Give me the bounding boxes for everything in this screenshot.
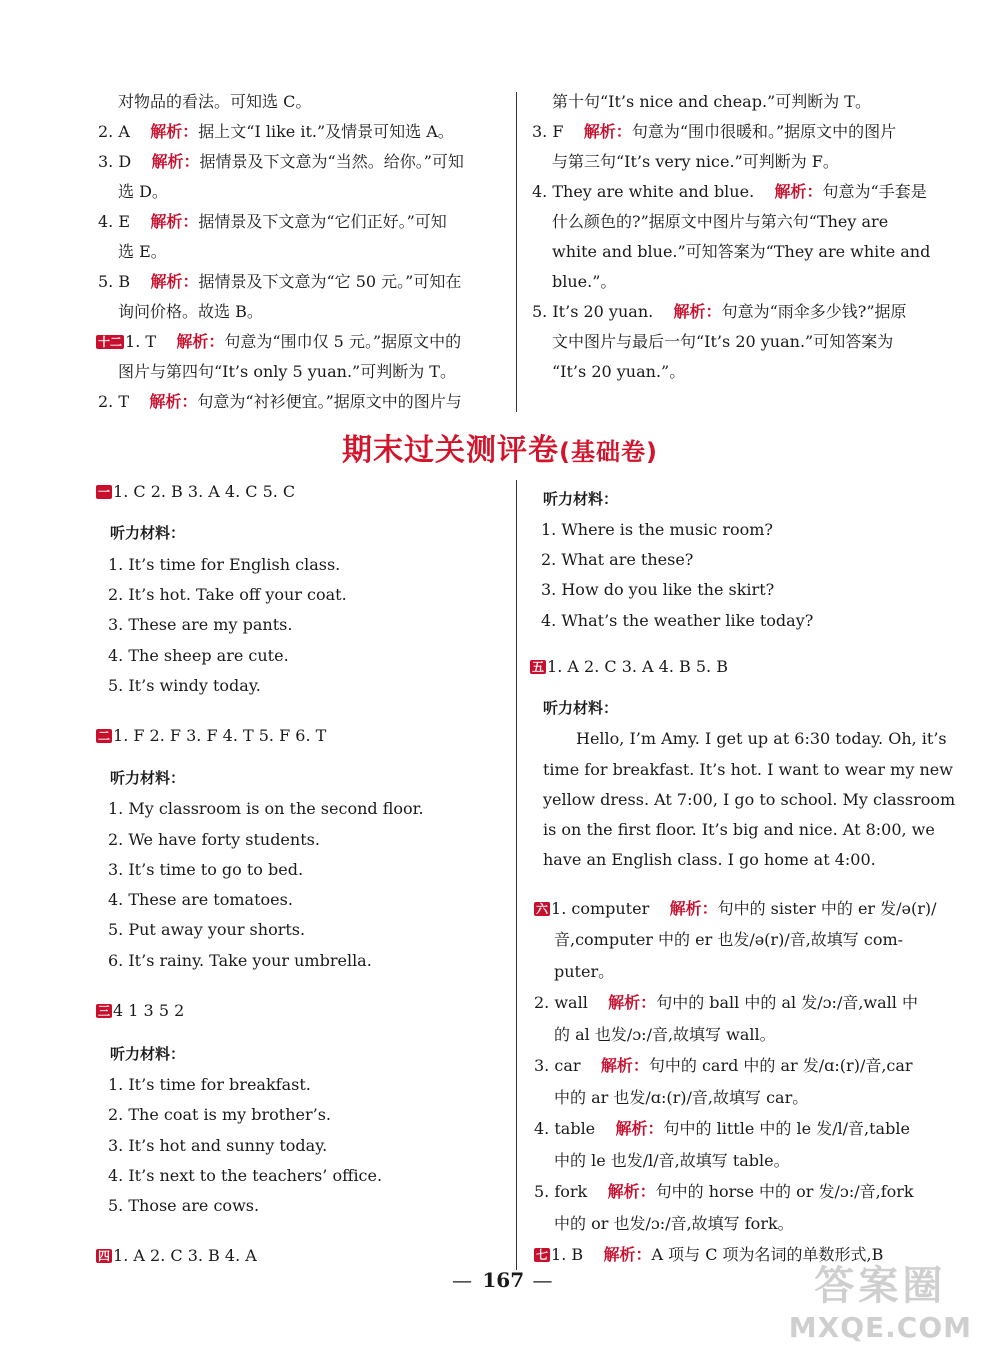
listening-item: 4. The sheep are cute. <box>108 646 289 665</box>
answer-list: 1. A 2. C 3. B 4. A <box>113 1246 257 1265</box>
analysis-text: 据情景及下文意为“当然。给你。”可知 <box>199 152 464 171</box>
analysis-label: 解析： <box>150 122 199 141</box>
listening-heading: 听力材料： <box>543 490 619 508</box>
answer-number: 3. D <box>98 152 132 171</box>
analysis-text: 句中的 ball 中的 al 发/ɔ:/音,wall 中 <box>656 993 918 1012</box>
answer-list: 1. C 2. B 3. A 4. C 5. C <box>113 482 296 501</box>
answer-number: 4. E <box>98 212 131 231</box>
answer-number: 2. wall <box>534 993 588 1012</box>
text-line: 文中图片与最后一句“It’s 20 yuan.”可知答案为 <box>552 332 894 351</box>
text-line: 中的 ar 也发/ɑ:(r)/音,故填写 car。 <box>554 1088 809 1107</box>
listening-item: 3. How do you like the skirt? <box>541 580 775 599</box>
answer-number: 3. F <box>532 122 564 141</box>
analysis-label: 解析： <box>600 1056 649 1075</box>
listening-heading: 听力材料： <box>110 524 186 542</box>
analysis-text: 句意为“围巾很暖和。”据原文中的图片 <box>631 122 897 141</box>
analysis-text: A 项与 C 项为名词的单数形式,B <box>651 1245 884 1264</box>
answer-item <box>534 1056 913 1075</box>
listening-item: 1. It’s time for English class. <box>108 555 341 574</box>
section-badge: 七 <box>536 1248 549 1262</box>
text-line: 图片与第四句“It’s only 5 yuan.”可判断为 T。 <box>118 362 456 381</box>
listening-item: 4. What’s the weather like today? <box>541 611 814 630</box>
answer-list: 1. F 2. F 3. F 4. T 5. F 6. T <box>113 726 327 745</box>
analysis-text: 句意为“手套是 <box>822 182 927 201</box>
analysis-text: 据情景及下文意为“它们正好。”可知 <box>198 212 447 231</box>
text-line: 音,computer 中的 er 也发/ə(r)/音,故填写 com- <box>554 930 904 949</box>
analysis-label: 解析： <box>774 182 823 201</box>
answer-number: 4. table <box>534 1119 596 1138</box>
passage-line: yellow dress. At 7:00, I go to school. My classroom <box>543 790 956 809</box>
listening-item: 2. We have forty students. <box>108 830 320 849</box>
analysis-text: 据情景及下文意为“它 50 元。”可知在 <box>198 272 462 291</box>
text-line: 中的 or 也发/ɔ:/音,故填写 fork。 <box>554 1214 794 1233</box>
analysis-label: 解析： <box>149 392 198 411</box>
text-line: 中的 le 也发/l/音,故填写 table。 <box>554 1151 790 1170</box>
page-number: — 167 — <box>452 1268 555 1292</box>
analysis-label: 解析： <box>583 122 632 141</box>
listening-item: 1. Where is the music room? <box>541 520 773 539</box>
listening-item: 5. It’s windy today. <box>108 676 261 695</box>
text-line: 选 E。 <box>118 242 167 261</box>
analysis-text: 句意为“围巾仅 5 元。”据原文中的 <box>224 332 462 351</box>
text-line: 的 al 也发/ɔ:/音,故填写 wall。 <box>554 1025 776 1044</box>
listening-item: 6. It’s rainy. Take your umbrella. <box>108 951 372 970</box>
listening-item: 4. It’s next to the teachers’ office. <box>108 1166 383 1185</box>
listening-item: 5. Those are cows. <box>108 1196 260 1215</box>
analysis-label: 解析： <box>673 302 722 321</box>
analysis-text: 句中的 card 中的 ar 发/ɑ:(r)/音,car <box>648 1056 913 1075</box>
section-title-main: 期末过关测评卷 <box>342 433 560 468</box>
section-badge: 五 <box>532 660 545 674</box>
section-badge: 二 <box>98 729 111 743</box>
answer-number: 5. It’s 20 yuan. <box>532 302 654 321</box>
passage-line: Hello, I’m Amy. I get up at 6:30 today. Oh, it’s <box>576 729 947 748</box>
answer-item <box>534 1119 910 1138</box>
passage-line: is on the first floor. It’s big and nice. At 8:00, we <box>543 820 935 839</box>
analysis-label: 解析： <box>150 272 199 291</box>
listening-heading: 听力材料： <box>543 699 619 717</box>
analysis-label: 解析： <box>176 332 225 351</box>
listening-item: 2. It’s hot. Take off your coat. <box>108 585 347 604</box>
watermark-line-2: MXQE.COM <box>788 1311 972 1344</box>
text-line: 什么颜色的?”据原文中图片与第六句“They are <box>552 212 889 231</box>
analysis-text: 句意为“雨伞多少钱?”据原 <box>721 302 907 321</box>
analysis-label: 解析： <box>607 1182 656 1201</box>
text-line: 询问价格。故选 B。 <box>118 302 263 321</box>
text-line: “It’s 20 yuan.”。 <box>552 362 686 381</box>
listening-item: 3. It’s hot and sunny today. <box>108 1136 328 1155</box>
analysis-label: 解析： <box>669 899 718 918</box>
answer-number: 1. computer <box>551 899 650 918</box>
section-badge: 三 <box>98 1004 111 1018</box>
answer-item <box>534 993 918 1012</box>
text-line: white and blue.”可知答案为“They are white and <box>552 242 931 261</box>
text-line: blue.”。 <box>552 272 617 291</box>
analysis-text: 据上文“I like it.”及情景可知选 A。 <box>198 122 454 141</box>
answer-number: 3. car <box>534 1056 581 1075</box>
answer-number: 2. A <box>98 122 130 141</box>
text-line: puter。 <box>554 962 615 981</box>
passage-line: time for breakfast. It’s hot. I want to wear my new <box>543 760 953 779</box>
listening-item: 1. It’s time for breakfast. <box>108 1075 311 1094</box>
page-number-value: 167 <box>482 1268 525 1292</box>
watermark-line-1: 答案圈 <box>814 1263 947 1309</box>
answer-list: 4 1 3 5 2 <box>113 1001 185 1020</box>
text-line: 与第三句“It’s very nice.”可判断为 F。 <box>552 152 839 171</box>
analysis-label: 解析： <box>608 993 657 1012</box>
analysis-text: 句中的 horse 中的 or 发/ɔ:/音,fork <box>655 1182 914 1201</box>
listening-item: 3. These are my pants. <box>108 615 293 634</box>
text-line: 对物品的看法。可知选 C。 <box>118 92 312 111</box>
section-badge: 四 <box>98 1249 111 1263</box>
section-badge: 十二 <box>98 335 123 349</box>
listening-heading: 听力材料： <box>110 769 186 787</box>
listening-item: 2. What are these? <box>541 550 694 569</box>
section-badge: 一 <box>98 485 111 499</box>
answer-number: 2. T <box>98 392 130 411</box>
answer-number: 5. fork <box>534 1182 588 1201</box>
answer-item <box>534 1182 914 1201</box>
listening-item: 4. These are tomatoes. <box>108 890 293 909</box>
listening-item: 1. My classroom is on the second floor. <box>108 799 424 818</box>
answer-list: 1. A 2. C 3. A 4. B 5. B <box>547 657 728 676</box>
section-badge: 六 <box>536 902 549 916</box>
answer-number: 1. B <box>551 1245 584 1264</box>
answer-number: 4. They are white and blue. <box>532 182 755 201</box>
section-title-sub: (基础卷) <box>559 438 658 466</box>
analysis-label: 解析： <box>603 1245 652 1264</box>
answer-row <box>530 657 728 676</box>
answer-number: 1. T <box>125 332 157 351</box>
listening-heading: 听力材料： <box>110 1045 186 1063</box>
listening-item: 2. The coat is my brother’s. <box>108 1105 331 1124</box>
analysis-text: 句中的 sister 中的 er 发/ə(r)/ <box>717 899 937 918</box>
analysis-label: 解析： <box>615 1119 664 1138</box>
analysis-text: 句中的 little 中的 le 发/l/音,table <box>663 1119 910 1138</box>
answer-number: 5. B <box>98 272 131 291</box>
passage-line: have an English class. I go home at 4:00. <box>543 850 876 869</box>
answer-item <box>534 899 937 918</box>
analysis-label: 解析： <box>151 152 200 171</box>
listening-item: 3. It’s time to go to bed. <box>108 860 304 879</box>
analysis-text: 句意为“衬衫便宜。”据原文中的图片与 <box>197 392 462 411</box>
listening-item: 5. Put away your shorts. <box>108 920 306 939</box>
text-line: 第十句“It’s nice and cheap.”可判断为 T。 <box>552 92 871 111</box>
analysis-label: 解析： <box>150 212 199 231</box>
watermark-logo <box>789 1254 972 1344</box>
text-line: 选 D。 <box>118 182 168 201</box>
